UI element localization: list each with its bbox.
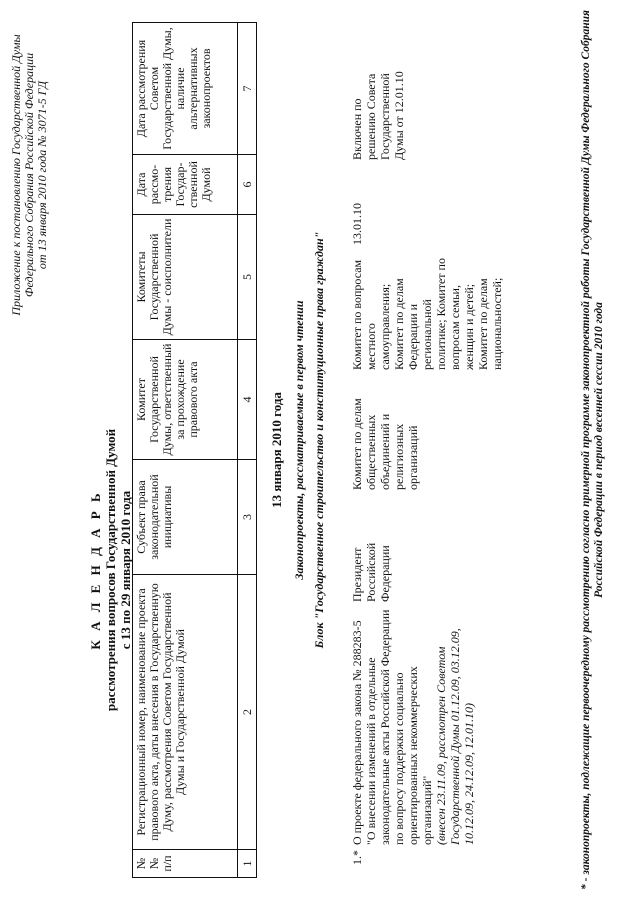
bill-committee: Комитет по делам общественных объединений и религиозных организаций xyxy=(350,398,420,490)
bill-title: О проекте федерального закона № 288283-5 "О внесении изменений в отдельные законодательные акты Российской Федерации по вопросу поддержки социально ориентированных некоммерческих организаций" xyxy=(350,609,434,845)
header-cell-co-committees: Комитеты Государственной Думы - соисполнители xyxy=(133,215,238,340)
calendar-header-table xyxy=(132,22,257,878)
document-title xyxy=(88,360,133,780)
annex-line-1: Приложение к постановлению Государственной Думы xyxy=(9,34,23,316)
block-heading: Блок "Государственное строительство и конституционные права граждан" xyxy=(312,231,326,649)
bill-co-committees: Комитет по вопросам местного самоуправления; Комитет по делам Федерации и региональной политике; Комитет по вопросам семьи, женщин и детей; Комитет по делам национальностей; xyxy=(350,258,504,370)
column-number: 2 xyxy=(238,575,257,850)
annex-line-3: от 13 января 2010 года № 3071-5 ГД xyxy=(35,80,49,270)
bill-duma-date: 13.01.10 xyxy=(350,203,364,245)
column-number: 5 xyxy=(238,215,257,340)
title-sub-1: рассмотрения вопросов Государственной Думой xyxy=(103,428,118,712)
column-number: 3 xyxy=(238,460,257,575)
section-heading: Законопроекты, рассматриваемые в первом чтении xyxy=(292,300,306,580)
bill-description xyxy=(350,607,476,845)
column-number: 7 xyxy=(238,23,257,155)
header-cell-committee: Комитет Государственной Думы, ответственный за прохождение правового акта xyxy=(133,340,238,460)
header-cell-duma-date: Дата рассмо-трения Государ-ственной Думой xyxy=(133,155,238,215)
date-heading: 13 января 2010 года xyxy=(269,392,284,508)
footnote: * - законопроекты, подлежащие первоочередному рассмотрению согласно примерной программе законопроектной работы Государственной Думы Федерального Собрания Российской Федерации в период весенней сессии 2010 года xyxy=(580,10,605,890)
header-cell-num: №№ п/п xyxy=(133,850,238,878)
column-number: 1 xyxy=(238,850,257,878)
bill-council-note: Включен по решению Совета Государственной Думы от 12.01.10 xyxy=(350,71,406,160)
title-main: К А Л Е Н Д А Р Ь xyxy=(88,490,103,650)
header-cell-council-date: Дата рассмотрения Советом Государственной Думы, наличие альтернативных законопроектов xyxy=(133,23,238,155)
header-cell-title: Регистрационный номер, наименование проекта правового акта, даты внесения в Государственную Думу, рассмотрения Советом Государственной Думы и Государственной Думой xyxy=(133,575,238,850)
bill-dates: (внесен 23.11.09, рассмотрен Советом Государственной Думы 01.12.09, 03.12.09, 10.12.09, 24.12.09, 12.01.10) xyxy=(434,628,476,845)
header-cell-subject: Субъект права законодательной инициативы xyxy=(133,460,238,575)
annex-note xyxy=(10,15,49,335)
bill-subject: Президент Российской Федерации xyxy=(350,542,392,602)
annex-line-2: Федерального Собрания Российской Федерации xyxy=(22,52,36,298)
column-number: 6 xyxy=(238,155,257,215)
row-number: 1.* xyxy=(350,850,364,865)
column-number: 4 xyxy=(238,340,257,460)
title-sub-2: с 13 по 29 января 2010 года xyxy=(118,490,133,650)
